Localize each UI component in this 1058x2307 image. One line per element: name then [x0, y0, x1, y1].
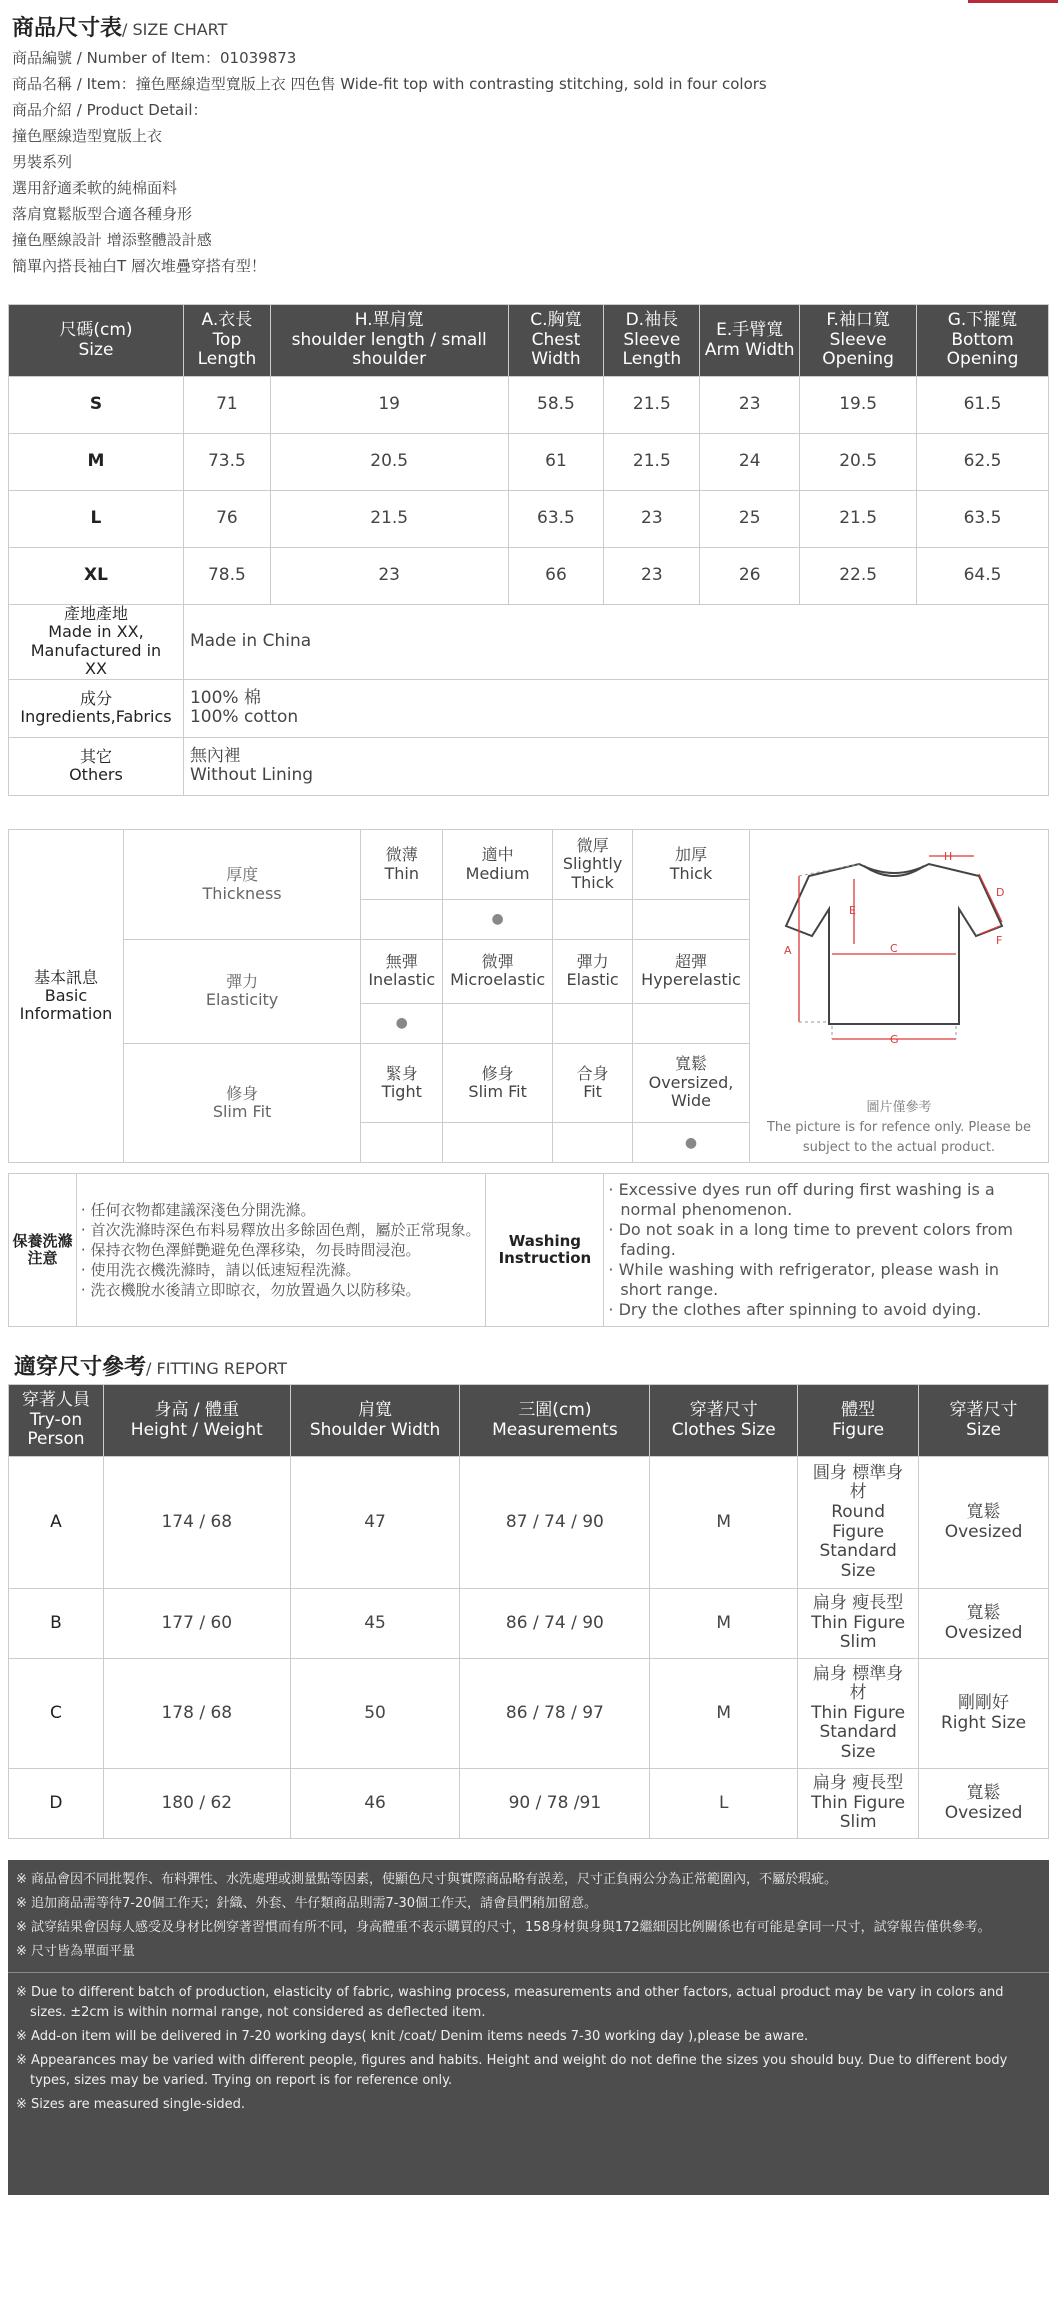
size-value: 71 [183, 377, 270, 434]
fitting-person: C [9, 1659, 104, 1769]
thickness-option: 微薄 Thin [361, 830, 443, 900]
size-value: 21.5 [270, 491, 508, 548]
fitting-value: M [650, 1589, 798, 1659]
size-value: 61 [508, 434, 604, 491]
fitting-header: 穿著尺寸 Size [919, 1385, 1049, 1457]
fitting-header: 身高 / 體重 Height / Weight [103, 1385, 290, 1457]
ingredients-label: 成分 Ingredients,Fabrics [9, 679, 184, 737]
selection-mark [633, 900, 750, 940]
size-value: 23 [604, 491, 700, 548]
fitting-header: 體型 Figure [798, 1385, 919, 1457]
washing-table [8, 1173, 1049, 1327]
selection-mark [633, 1003, 750, 1043]
tshirt-measure-diagram [754, 834, 1043, 1094]
washing-en-item: · Do not soak in a long time to prevent colors from fading. [608, 1220, 1013, 1259]
selection-mark: ● [443, 900, 553, 940]
fitting-value: 圓身 標準身 材 Round Figure Standard Size [798, 1457, 919, 1589]
size-value: 21.5 [604, 434, 700, 491]
washing-zh-item: · 任何衣物都建議深淺色分開洗滌。 [80, 1201, 316, 1219]
washing-en-item: · Excessive dyes run off during first washing is a normal phenomenon. [608, 1180, 995, 1219]
size-row [9, 434, 1049, 491]
fitting-value: 178 / 68 [103, 1659, 290, 1769]
fit-option: 合身 Fit [553, 1043, 633, 1123]
detail-line: 選用舒適柔軟的純棉面料 [12, 179, 178, 197]
size-value: 66 [508, 548, 604, 605]
note-en: ※ Due to different batch of production, elasticity of fabric, washing process, measurements and other factors, actual product may be vary in colors and sizes. ±2cm is within normal range, not considered as deflected item. [16, 1985, 1004, 2020]
size-value: 23 [700, 377, 800, 434]
washing-instruction-label: Washing Instruction [486, 1174, 604, 1327]
fitting-value: 90 / 78 /91 [460, 1769, 650, 1839]
size-value: 21.5 [604, 377, 700, 434]
size-table [8, 304, 1049, 796]
size-header: D.袖長 Sleeve Length [604, 305, 700, 377]
figure-caption-zh: 圖片僅參考 [866, 1100, 932, 1116]
others-value: 無內裡 Without Lining [183, 737, 1048, 795]
thickness-option: 加厚 Thick [633, 830, 750, 900]
thickness-option: 適中 Medium [443, 830, 553, 900]
origin-value: Made in China [183, 605, 1048, 680]
notes-divider [8, 1972, 1049, 1973]
ingredients-row [9, 679, 1049, 737]
size-value: 20.5 [270, 434, 508, 491]
size-value: 20.5 [800, 434, 917, 491]
fitting-table [8, 1384, 1049, 1839]
dim-letter: G [890, 1033, 899, 1046]
fitting-value: M [650, 1457, 798, 1589]
fitting-person: B [9, 1589, 104, 1659]
size-value: 63.5 [917, 491, 1049, 548]
fitting-value: 50 [290, 1659, 460, 1769]
basic-info-label: 基本訊息 Basic Information [9, 830, 124, 1163]
washing-label: 保養洗滌 注意 [9, 1174, 77, 1327]
size-value: 19 [270, 377, 508, 434]
notes-panel [8, 1860, 1049, 2195]
fitting-value: 86 / 78 / 97 [460, 1659, 650, 1769]
item-name: 商品名稱 / Item：撞色壓線造型寬版上衣 四色售 Wide-fit top with contrasting stitching, sold in four colors [12, 75, 767, 93]
size-label: XL [9, 548, 184, 605]
size-value: 23 [604, 548, 700, 605]
washing-en-item: · Dry the clothes after spinning to avoid dying. [608, 1300, 982, 1319]
fitting-value: 扁身 標準身 材 Thin Figure Standard Size [798, 1659, 919, 1769]
detail-label: 商品介紹 / Product Detail： [12, 101, 208, 119]
size-label: M [9, 434, 184, 491]
elasticity-option: 超彈 Hyperelastic [633, 940, 750, 1004]
others-row [9, 737, 1049, 795]
selection-mark [443, 1123, 553, 1163]
size-header: E.手臂寬 Arm Width [700, 305, 800, 377]
basic-info-table [8, 829, 1049, 1163]
size-value: 25 [700, 491, 800, 548]
washing-en-list [604, 1174, 1049, 1327]
detail-list [12, 123, 1042, 279]
fitting-value: L [650, 1769, 798, 1839]
note-zh: ※ 尺寸皆為單面平量 [16, 1944, 136, 1959]
size-header: F.袖口寬 Sleeve Opening [800, 305, 917, 377]
selection-mark: ● [633, 1123, 750, 1163]
size-header: H.單肩寬 shoulder length / small shoulder [270, 305, 508, 377]
size-value: 78.5 [183, 548, 270, 605]
washing-zh-item: · 首次洗滌時深色布料易釋放出多餘固色劑，屬於正常現象。 [80, 1221, 481, 1239]
ingredients-value: 100% 棉 100% cotton [183, 679, 1048, 737]
size-header: C.胸寬 Chest Width [508, 305, 604, 377]
size-header: G.下擺寬 Bottom Opening [917, 305, 1049, 377]
detail-line: 撞色壓線造型寬版上衣 [12, 127, 163, 145]
thickness-label: 厚度 Thickness [123, 830, 360, 940]
washing-zh-item: · 使用洗衣機洗滌時，請以低速短程洗滌。 [80, 1261, 361, 1279]
size-value: 64.5 [917, 548, 1049, 605]
fitting-header: 穿著尺寸 Clothes Size [650, 1385, 798, 1457]
size-value: 76 [183, 491, 270, 548]
origin-label: 產地產地 Made in XX, Manufactured in XX [9, 605, 184, 680]
fitting-header: 肩寬 Shoulder Width [290, 1385, 460, 1457]
size-value: 58.5 [508, 377, 604, 434]
size-value: 26 [700, 548, 800, 605]
fitting-report-title: 適穿尺寸參考/ FITTING REPORT [14, 1355, 288, 1380]
note-zh: ※ 商品會因不同批製作、布料彈性、水洗處理或測量點等因素，使顯色尺寸與實際商品略有誤差，尺寸正負兩公分為正常範圍內，不屬於瑕疵。 [16, 1872, 838, 1887]
fitting-value: 剛剛好 Right Size [919, 1659, 1049, 1769]
note-zh: ※ 試穿結果會因每人感受及身材比例穿著習慣而有所不同，身高體重不表示購買的尺寸，158身材與身與172繼細因比例關係也有可能是拿同一尺寸，試穿報告僅供參考。 [16, 1920, 991, 1935]
size-value: 19.5 [800, 377, 917, 434]
others-label: 其它 Others [9, 737, 184, 795]
note-en: ※ Appearances may be varied with different people, figures and habits. Height and weight do not define the sizes you should buy. Due to different body types, sizes may be varied. Trying on report is for reference only. [16, 2053, 1008, 2088]
garment-diagram [749, 830, 1048, 1163]
figure-caption-en: The picture is for refence only. Please be subject to the actual product. [766, 1120, 1031, 1156]
selection-mark [553, 900, 633, 940]
note-en: ※ Sizes are measured single-sided. [16, 2097, 246, 2112]
detail-line: 男裝系列 [12, 153, 73, 171]
fitting-person: D [9, 1769, 104, 1839]
dim-letter: C [890, 942, 899, 955]
fitting-value: 47 [290, 1457, 460, 1589]
detail-line: 撞色壓線設計 增添整體設計感 [12, 231, 212, 249]
fitting-value: 寬鬆 Ovesized [919, 1769, 1049, 1839]
item-number: 商品編號 / Number of Item：01039873 [12, 49, 297, 67]
fitting-row [9, 1457, 1049, 1589]
thickness-option: 微厚 Slightly Thick [553, 830, 633, 900]
selection-mark [443, 1003, 553, 1043]
selection-mark [553, 1003, 633, 1043]
size-value: 73.5 [183, 434, 270, 491]
fitting-value: 86 / 74 / 90 [460, 1589, 650, 1659]
note-en: ※ Add-on item will be delivered in 7-20 working days( knit /coat/ Denim items needs 7-30 working day ),please be aware. [16, 2029, 809, 2044]
dim-letter: F [996, 934, 1003, 947]
fitting-value: M [650, 1659, 798, 1769]
dim-letter: E [849, 904, 857, 917]
size-header: 尺碼(cm) Size [9, 305, 184, 377]
size-value: 22.5 [800, 548, 917, 605]
elasticity-option: 微彈 Microelastic [443, 940, 553, 1004]
fitting-value: 180 / 62 [103, 1769, 290, 1839]
selection-mark [553, 1123, 633, 1163]
size-row [9, 377, 1049, 434]
washing-zh-item: · 洗衣機脫水後請立即晾衣，勿放置過久以防移染。 [80, 1281, 421, 1299]
selection-mark [361, 900, 443, 940]
fitting-value: 174 / 68 [103, 1457, 290, 1589]
fitting-value: 扁身 瘦長型 Thin Figure Slim [798, 1589, 919, 1659]
elasticity-option: 彈力 Elastic [553, 940, 633, 1004]
fit-option: 寬鬆 Oversized, Wide [633, 1043, 750, 1123]
size-value: 61.5 [917, 377, 1049, 434]
dim-letter: D [996, 886, 1005, 899]
fitting-header: 三圍(cm) Measurements [460, 1385, 650, 1457]
detail-line: 落肩寬鬆版型合適各種身形 [12, 205, 193, 223]
fitting-value: 87 / 74 / 90 [460, 1457, 650, 1589]
washing-zh-item: · 保持衣物色澤鮮艷避免色澤移染，勿長時間浸泡。 [80, 1241, 421, 1259]
fitting-value: 46 [290, 1769, 460, 1839]
dim-letter: H [944, 850, 953, 863]
fitting-person: A [9, 1457, 104, 1589]
fit-option: 修身 Slim Fit [443, 1043, 553, 1123]
top-accent-bar [968, 0, 1058, 3]
note-zh: ※ 追加商品需等待7-20個工作天；針織、外套、牛仔類商品則需7-30個工作天，請會員們稍加留意。 [16, 1896, 598, 1911]
fitting-row [9, 1659, 1049, 1769]
dim-letter: A [784, 944, 792, 957]
washing-zh-list [76, 1174, 486, 1327]
size-row [9, 548, 1049, 605]
size-chart-title: 商品尺寸表/ SIZE CHART [12, 16, 228, 41]
elasticity-label: 彈力 Elasticity [123, 940, 360, 1044]
size-value: 24 [700, 434, 800, 491]
size-value: 63.5 [508, 491, 604, 548]
fit-option: 緊身 Tight [361, 1043, 443, 1123]
size-row [9, 491, 1049, 548]
selection-mark: ● [361, 1003, 443, 1043]
fitting-value: 177 / 60 [103, 1589, 290, 1659]
size-value: 62.5 [917, 434, 1049, 491]
size-value: 21.5 [800, 491, 917, 548]
fitting-value: 寬鬆 Ovesized [919, 1589, 1049, 1659]
size-label: S [9, 377, 184, 434]
selection-mark [361, 1123, 443, 1163]
size-value: 23 [270, 548, 508, 605]
fitting-row [9, 1769, 1049, 1839]
product-info [12, 14, 1042, 279]
fitting-header: 穿著人員 Try-on Person [9, 1385, 104, 1457]
size-label: L [9, 491, 184, 548]
elasticity-option: 無彈 Inelastic [361, 940, 443, 1004]
fitting-value: 45 [290, 1589, 460, 1659]
fit-label: 修身 Slim Fit [123, 1043, 360, 1163]
detail-line: 簡單內搭長袖白T 層次堆疊穿搭有型！ [12, 257, 266, 275]
fitting-value: 寬鬆 Ovesized [919, 1457, 1049, 1589]
fitting-row [9, 1589, 1049, 1659]
origin-row [9, 605, 1049, 680]
size-header: A.衣長 Top Length [183, 305, 270, 377]
fitting-value: 扁身 瘦長型 Thin Figure Slim [798, 1769, 919, 1839]
washing-en-item: · While washing with refrigerator, please wash in short range. [608, 1260, 1000, 1299]
